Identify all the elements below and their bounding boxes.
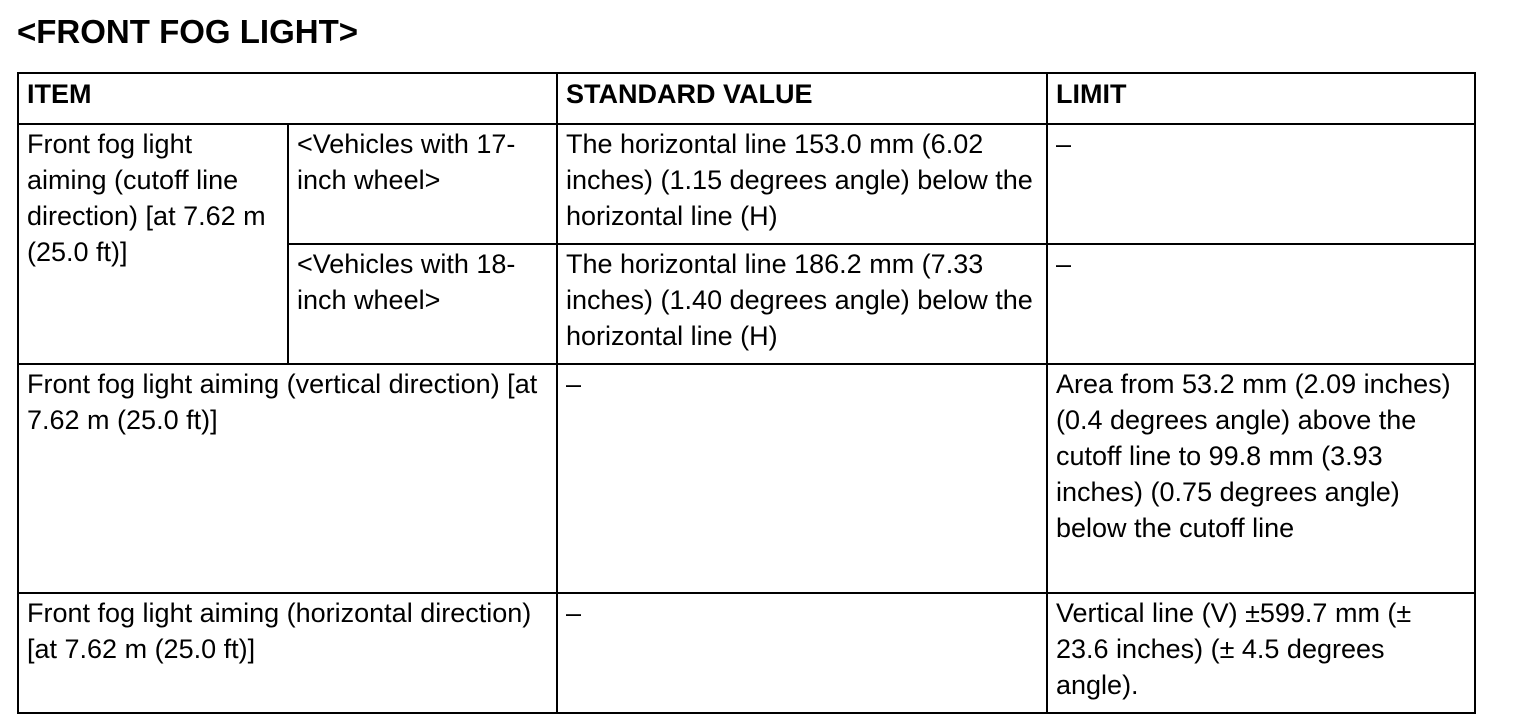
cell-condition-18-inch: <Vehicles with 18-inch wheel> xyxy=(288,244,557,364)
cell-standard-vertical: – xyxy=(557,364,1047,593)
cell-standard-17-inch: The horizontal line 153.0 mm (6.02 inches) (1.15 degrees angle) below the horizontal line (H) xyxy=(557,124,1047,244)
cell-item-cutoff: Front fog light aiming (cutoff line direction) [at 7.62 m (25.0 ft)] xyxy=(18,124,288,364)
cell-condition-17-inch: <Vehicles with 17-inch wheel> xyxy=(288,124,557,244)
header-limit: LIMIT xyxy=(1047,73,1475,124)
cell-limit-horizontal: Vertical line (V) ±599.7 mm (± 23.6 inches) (± 4.5 degrees angle). xyxy=(1047,593,1475,713)
table-row xyxy=(18,593,1475,713)
table-header-row xyxy=(18,73,1475,124)
cell-limit-vertical: Area from 53.2 mm (2.09 inches) (0.4 degrees angle) above the cutoff line to 99.8 mm (3.93 inches) (0.75 degrees angle) below the cutoff line xyxy=(1047,364,1475,593)
cell-limit-18-inch: – xyxy=(1047,244,1475,364)
header-item: ITEM xyxy=(18,73,557,124)
spec-table xyxy=(17,72,1476,714)
table-row xyxy=(18,124,1475,244)
cell-standard-18-inch: The horizontal line 186.2 mm (7.33 inches) (1.40 degrees angle) below the horizontal line (H) xyxy=(557,244,1047,364)
table-row xyxy=(18,364,1475,593)
cell-standard-horizontal: – xyxy=(557,593,1047,713)
page-title: <FRONT FOG LIGHT> xyxy=(17,13,359,50)
cell-limit-17-inch: – xyxy=(1047,124,1475,244)
cell-item-horizontal: Front fog light aiming (horizontal direction) [at 7.62 m (25.0 ft)] xyxy=(18,593,557,713)
cell-item-vertical: Front fog light aiming (vertical direction) [at 7.62 m (25.0 ft)] xyxy=(18,364,557,593)
header-standard-value: STANDARD VALUE xyxy=(557,73,1047,124)
